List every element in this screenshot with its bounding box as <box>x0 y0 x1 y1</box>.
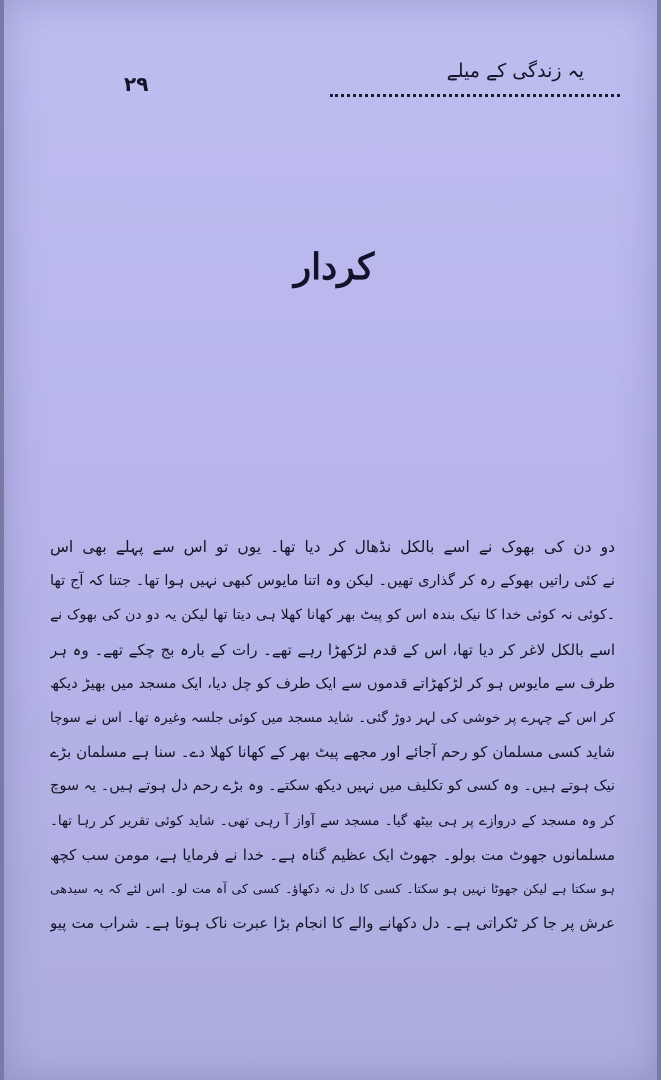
body-line: اسے بالکل لاغر کر دیا تھا، اس کے قدم لڑکھڑا رہے تھے۔ رات کے بارہ بج چکے تھے۔ وہ ہر <box>50 640 615 659</box>
body-line: ۔کوئی نہ کوئی خدا کا نیک بندہ اس کو پیٹ بھر کھانا کھلا ہی دیتا تھا لیکن یہ دو دن کی بھوک نے <box>50 607 615 624</box>
body-paragraph <box>50 530 615 940</box>
page-number: ۲۹ <box>124 72 149 96</box>
body-line: نیک ہوتے ہیں۔ وہ کسی کو تکلیف میں نہیں دیکھ سکتے۔ وہ بڑے رحم دل ہوتے ہیں۔ یہ سوچ <box>50 778 615 795</box>
running-header-title: یہ زندگی کے میلے <box>446 60 584 82</box>
body-line: کر اس کے چہرے پر خوشی کی لہر دوڑ گئی۔ شاید مسجد میں کوئی جلسہ وغیرہ تھا۔ اس نے سوچا <box>50 709 615 726</box>
body-line: عرش پر جا کر ٹکراتی ہے۔ دل دکھانے والے کا انجام بڑا عبرت ناک ہوتا ہے۔ شراب مت پیو <box>50 914 615 933</box>
body-line: نے کئی راتیں بھوکے رہ کر گذاری تھیں۔ لیکن وہ اتنا مایوس کبھی نہیں ہوا تھا۔ جتنا کہ آج تھا <box>50 573 615 590</box>
chapter-title: کردار <box>293 246 375 288</box>
body-line: شاید کسی مسلمان کو رحم آجائے اور مجھے پیٹ بھر کے کھانا کھلا دے۔ سنا ہے مسلمان بڑے <box>50 743 615 762</box>
body-line: کر وہ مسجد کے دروازے پر ہی بیٹھ گیا۔ مسجد سے آواز آ رہی تھی۔ شاید کوئی تقریر کر رہا تھا۔ <box>50 812 615 829</box>
body-line: مسلمانوں جھوٹ مت بولو۔ جھوٹ ایک عظیم گناہ ہے۔ خدا نے فرمایا ہے، مومن سب کچھ <box>50 845 615 864</box>
header-dotted-rule <box>330 94 620 97</box>
book-page <box>4 0 657 1080</box>
body-line: دو دن کی بھوک نے اسے بالکل نڈھال کر دیا تھا۔ یوں تو اس سے پہلے بھی اس <box>50 538 615 556</box>
body-line: طرف سے مایوس ہو کر لڑکھڑاتے قدموں سے ایک طرف کو چل دیا، ایک مسجد میں بھیڑ دیکھ <box>50 675 615 692</box>
body-line: ہو سکتا ہے لیکن جھوٹا نہیں ہو سکتا۔ کسی کا دل نہ دکھاؤ۔ کسی کی آہ مت لو۔ اس لئے کہ یہ سیدھی <box>50 880 615 896</box>
